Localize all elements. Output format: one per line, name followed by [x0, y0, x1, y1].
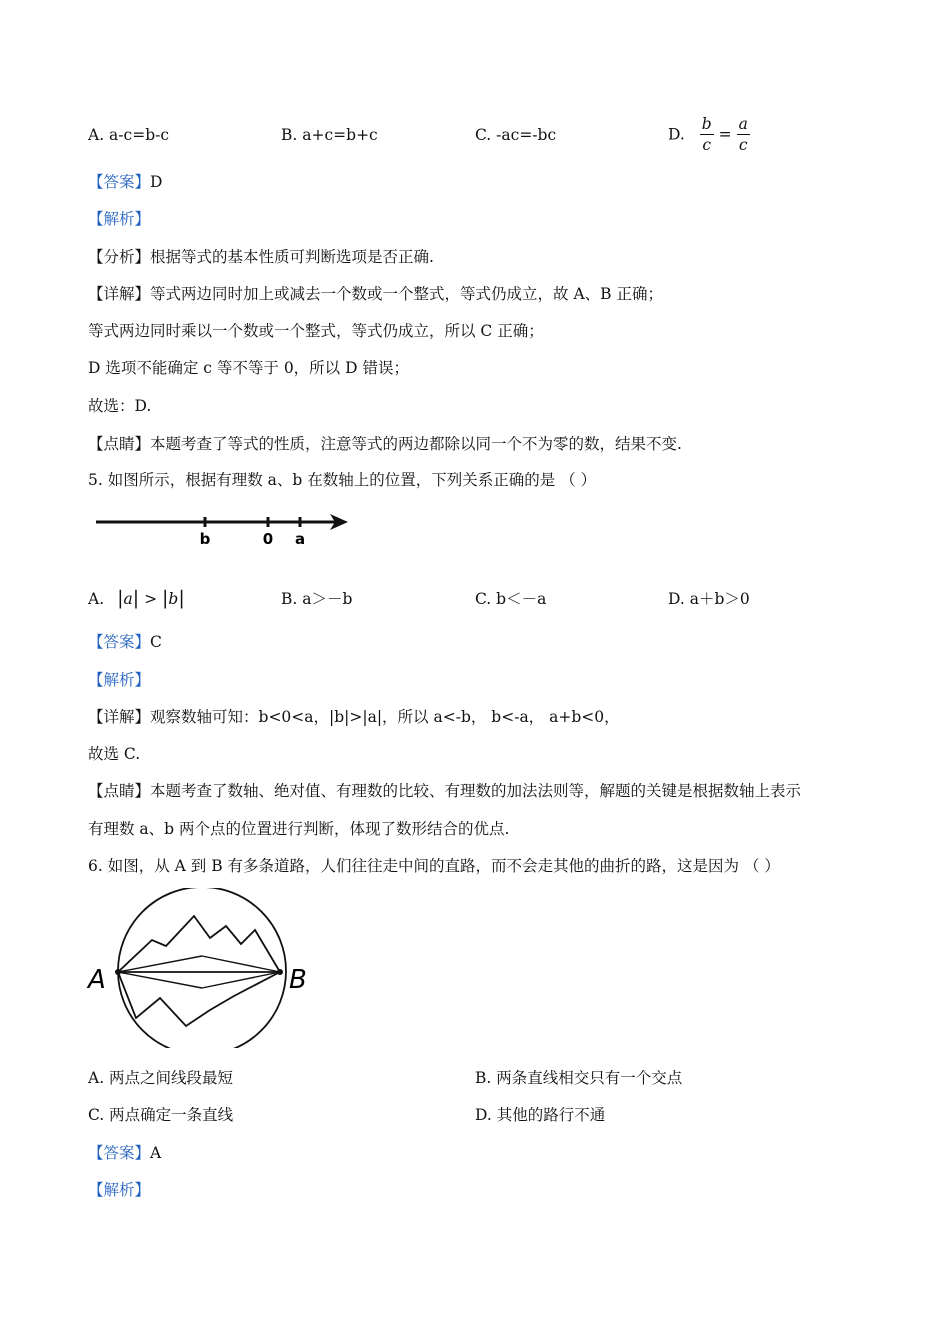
detail-text: 观察数轴可知：b<0<a，|b|>|a|，所以 a<-b， b<-a， a+b<0， [150, 708, 620, 726]
q5-option-d: D. a＋b＞0 [668, 590, 750, 608]
q4-analysis-heading [88, 207, 150, 229]
answer-tag: 【答案】 [88, 1144, 151, 1162]
q5-stem: 5. 如图所示，根据有理数 a、b 在数轴上的位置，下列关系正确的是 （ ） [88, 471, 597, 489]
point-b-dot [277, 969, 283, 975]
answer-value: A [150, 1144, 162, 1162]
answer-value: C [150, 633, 162, 651]
q4-option-d-prefix: D. [668, 125, 685, 144]
answer-tag: 【答案】 [88, 173, 151, 191]
axis-label-b: b [199, 530, 211, 548]
upper-chord [118, 956, 202, 972]
q6-option-a: A. 两点之间线段最短 [88, 1069, 234, 1087]
q6-option-c: C. 两点确定一条直线 [88, 1106, 234, 1124]
analysis-tag: 【解析】 [88, 1181, 151, 1199]
dianjing-tag: 【点睛】 [88, 782, 151, 800]
upper-chord-right [202, 956, 280, 972]
q6-stem: 6. 如图，从 A 到 B 有多条道路，人们往往走中间的直路，而不会走其他的曲折的路，这是因为 （ ） [88, 857, 780, 875]
abs-a: a [123, 590, 133, 608]
fraction-b-over-c [700, 114, 714, 155]
gt-sign: > [144, 590, 158, 608]
q4-detail-4: 故选：D. [88, 397, 152, 415]
q4-detail-1 [88, 282, 663, 304]
q5-dianjing-2: 有理数 a、b 两个点的位置进行判断，体现了数形结合的优点. [88, 820, 510, 838]
q4-option-d [668, 114, 750, 155]
frac1-numerator: b [701, 115, 712, 133]
answer-value: D [150, 173, 163, 191]
lower-zigzag-path [118, 972, 280, 1026]
q4-option-c: C. -ac=-bc [475, 126, 557, 144]
q4-dianjing [88, 432, 682, 454]
q6-analysis-heading [88, 1178, 150, 1200]
q4-answer [88, 170, 162, 192]
detail-tag: 【详解】 [88, 708, 151, 726]
abs-b: b [168, 590, 179, 608]
frac2-denominator: c [738, 136, 748, 154]
fenxi-tag: 【分析】 [88, 248, 151, 266]
analysis-tag: 【解析】 [88, 210, 151, 228]
q5-detail [88, 705, 620, 727]
q4-option-b: B. a+c=b+c [281, 126, 378, 144]
q5-option-a: A. |a| > |b| [88, 587, 185, 609]
equals-sign: = [718, 125, 732, 144]
lower-chord [118, 972, 202, 988]
dianjing-text-1: 本题考查了数轴、绝对值、有理数的比较、有理数的加法法则等，解题的关键是根据数轴上表示 [150, 782, 802, 800]
axis-label-zero: 0 [262, 530, 274, 548]
fraction-a-over-c [737, 114, 750, 155]
q4-fenxi [88, 245, 434, 267]
detail-text-1: 等式两边同时加上或减去一个数或一个整式，等式仍成立，故 A、B 正确； [150, 285, 663, 303]
q4-option-a: A. a-c=b-c [88, 126, 170, 144]
dianjing-text: 本题考查了等式的性质，注意等式的两边都除以同一个不为零的数，结果不变. [150, 435, 682, 453]
number-line-figure [90, 508, 360, 550]
q5-answer [88, 630, 162, 652]
q5-option-b: B. a＞－b [281, 590, 353, 608]
q5-option-a-prefix: A. [88, 590, 105, 608]
detail-tag: 【详解】 [88, 285, 151, 303]
lower-chord-right [202, 972, 280, 988]
q4-detail-3: D 选项不能确定 c 等不等于 0，所以 D 错误； [88, 359, 409, 377]
q4-detail-2: 等式两边同时乘以一个数或一个整式，等式仍成立，所以 C 正确； [88, 322, 544, 340]
point-a-dot [115, 969, 121, 975]
q6-answer [88, 1141, 161, 1163]
analysis-tag: 【解析】 [88, 671, 151, 689]
dianjing-tag: 【点睛】 [88, 435, 151, 453]
q6-option-b: B. 两条直线相交只有一个交点 [475, 1069, 683, 1087]
q5-option-c: C. b＜－a [475, 590, 547, 608]
q5-conclusion: 故选 C. [88, 745, 141, 763]
frac1-denominator: c [702, 136, 712, 154]
axis-label-a: a [294, 530, 306, 548]
answer-tag: 【答案】 [88, 633, 151, 651]
q5-analysis-heading [88, 668, 150, 690]
q6-option-d: D. 其他的路行不通 [475, 1106, 606, 1124]
point-label-b: B [289, 965, 307, 995]
fenxi-text: 根据等式的基本性质可判断选项是否正确. [150, 248, 434, 266]
paths-figure [84, 888, 324, 1048]
frac2-numerator: a [738, 115, 748, 133]
q5-dianjing-1 [88, 779, 801, 801]
upper-zigzag-path [118, 916, 280, 972]
point-label-a: A [88, 965, 106, 995]
